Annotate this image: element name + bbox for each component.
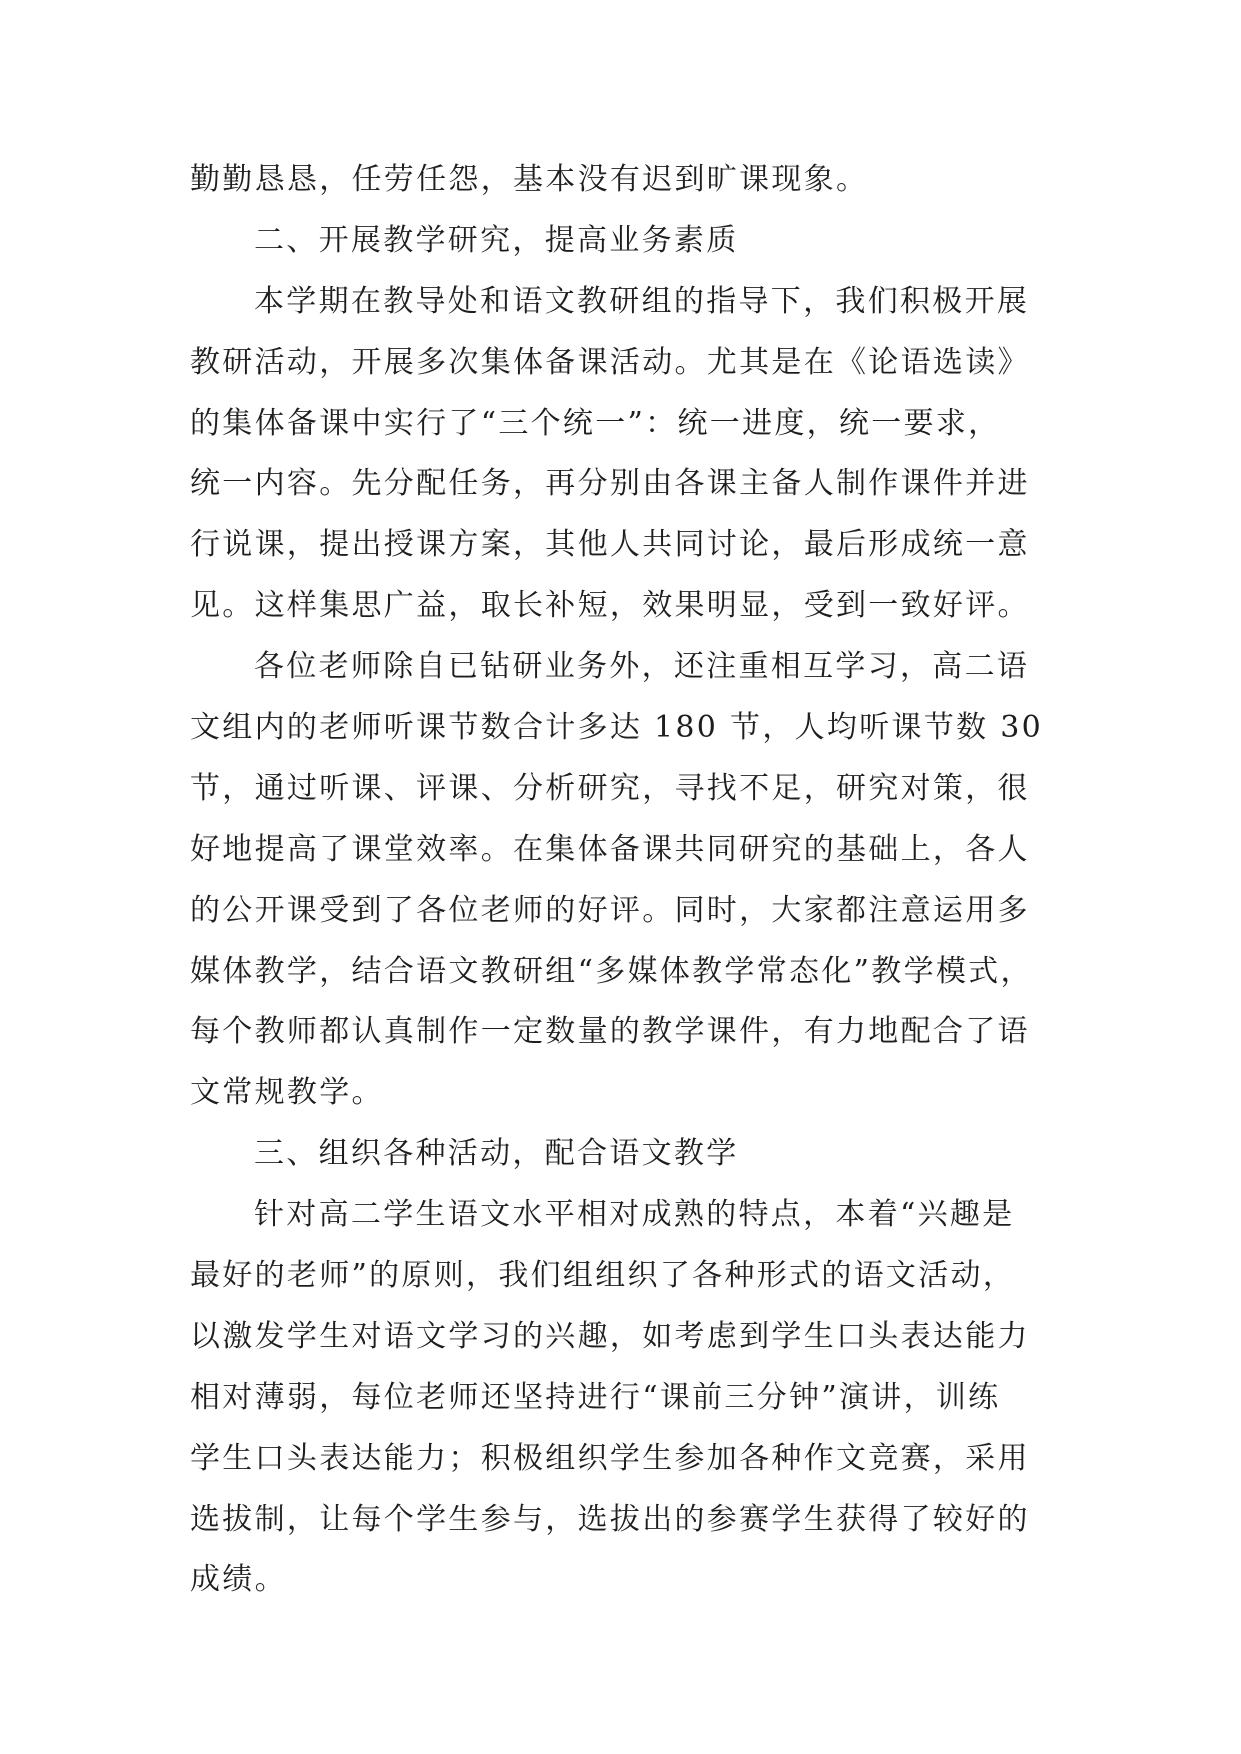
text-line: 本学期在教导处和语文教研组的指导下，我们积极开展	[254, 283, 1030, 319]
text-line: 学生口头表达能力；积极组织学生参加各种作文竞赛，采用	[190, 1440, 1030, 1476]
text-line: 每个教师都认真制作一定数量的教学课件，有力地配合了语	[190, 1014, 1030, 1050]
text-line: 文组内的老师听课节数合计多达 180 节，人均听课节数 30	[190, 710, 1044, 746]
text-line: 统一内容。先分配任务，再分别由各课主备人制作课件并进	[190, 466, 1030, 502]
text-line: 的集体备课中实行了“三个统一”：统一进度，统一要求，	[190, 405, 1001, 441]
text-line: 成绩。	[190, 1562, 287, 1598]
text-line: 行说课，提出授课方案，其他人共同讨论，最后形成统一意	[190, 527, 1030, 563]
text-line: 节，通过听课、评课、分析研究，寻找不足，研究对策，很	[190, 770, 1030, 806]
text-line: 最好的老师”的原则，我们组组织了各种形式的语文活动，	[190, 1258, 1016, 1294]
text-line: 针对高二学生语文水平相对成熟的特点，本着“兴趣是	[254, 1197, 1015, 1233]
text-line: 见。这样集思广益，取长补短，效果明显，受到一致好评。	[190, 588, 1030, 624]
text-line: 相对薄弱，每位老师还坚持进行“课前三分钟”演讲，训练	[190, 1379, 1001, 1415]
text-line: 文常规教学。	[190, 1075, 384, 1111]
section-heading: 三、组织各种活动，配合语文教学	[254, 1136, 739, 1172]
text-line: 教研活动，开展多次集体备课活动。尤其是在《论语选读》	[190, 344, 1030, 380]
text-line: 媒体教学，结合语文教研组“多媒体教学常态化”教学模式，	[190, 953, 1033, 989]
text-line: 选拔制，让每个学生参与，选拔出的参赛学生获得了较好的	[190, 1501, 1030, 1537]
text-line: 各位老师除自已钻研业务外，还注重相互学习，高二语	[254, 649, 1030, 685]
section-heading: 二、开展教学研究，提高业务素质	[254, 222, 739, 258]
document-body	[190, 150, 1060, 1611]
text-line: 以激发学生对语文学习的兴趣，如考虑到学生口头表达能力	[190, 1318, 1030, 1354]
text-line: 好地提高了课堂效率。在集体备课共同研究的基础上，各人	[190, 831, 1030, 867]
text-line: 勤勤恳恳，任劳任怨，基本没有迟到旷课现象。	[190, 162, 869, 197]
text-line: 的公开课受到了各位老师的好评。同时，大家都注意运用多	[190, 892, 1030, 928]
